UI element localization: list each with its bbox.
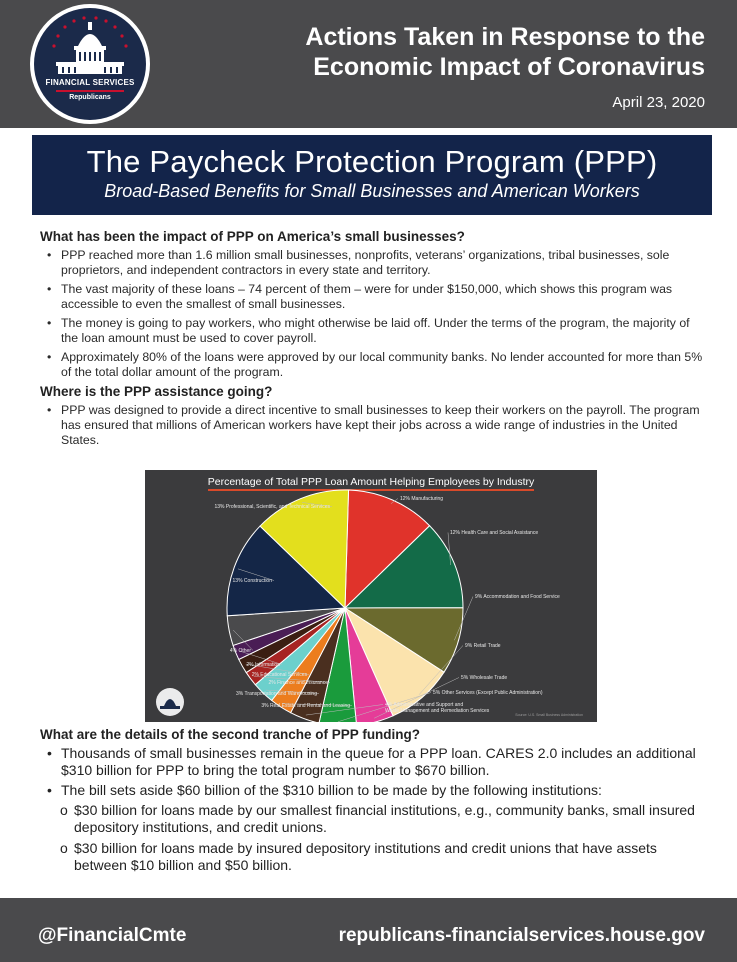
section1-question: What has been the impact of PPP on America’s small businesses? xyxy=(40,229,465,244)
chart-source-note: Source: U.S. Small Business Administration xyxy=(515,713,583,717)
section3 xyxy=(40,727,710,878)
main-content xyxy=(40,229,710,452)
pie-slice-label: 12% Manufacturing xyxy=(400,496,444,502)
pie-chart-svg xyxy=(145,470,597,722)
list-item: o $30 billion for loans made by our smallest financial institutions, e.g., community banks, small insured depository institutions, and credit unions. xyxy=(40,802,710,836)
pie-slice-label: 2% Finance and Insurance xyxy=(268,680,328,686)
section2-bullet-list xyxy=(40,403,710,448)
header xyxy=(0,0,737,128)
footer xyxy=(0,898,737,962)
pie-slice-label: 9% Accommodation and Food Service xyxy=(475,594,560,600)
pie-slice-label: 4% Other xyxy=(229,648,251,654)
pie-slice-label: 9% Retail Trade xyxy=(465,643,501,649)
page-title xyxy=(235,22,705,82)
pie-slice-label: 13% Construction xyxy=(232,578,272,584)
list-item: • PPP reached more than 1.6 million small businesses, nonprofits, veterans’ organizations, tribal businesses, sole proprietors, and independent contractors in every state and territory. xyxy=(40,248,710,278)
banner-subtitle: Broad-Based Benefits for Small Businesses and American Workers xyxy=(104,181,640,201)
section3-subbullet-list xyxy=(40,802,710,874)
pie-slice-label: 13% Professional, Scientific, and Technical Services xyxy=(214,504,330,510)
pie-slice-label: 4% Administrative and Support and Waste Management and Remediation Services xyxy=(385,702,490,714)
pie-slice-label: 5% Other Services (Except Public Administration) xyxy=(433,690,543,696)
twitter-handle-link[interactable]: @FinancialCmte xyxy=(38,925,187,946)
logo-text-financial-services: FINANCIAL SERVICES xyxy=(45,78,135,87)
section3-question: What are the details of the second tranche of PPP funding? xyxy=(40,727,421,742)
website-link[interactable]: republicans-financialservices.house.gov xyxy=(338,925,705,946)
pie-slice-label: 5% Wholesale Trade xyxy=(461,675,508,681)
financial-services-logo xyxy=(30,4,150,124)
list-item: • The money is going to pay workers, who might otherwise be laid off. Under the terms of the program, the majority of the loan amount must be used to cover payroll. xyxy=(40,316,710,346)
page-title-line1: Actions Taken in Response to the xyxy=(305,23,705,51)
program-banner xyxy=(32,135,712,215)
pie-slice-label: 2% Educational Services xyxy=(251,672,307,678)
list-item: • Thousands of small businesses remain in the queue for a PPP loan. CARES 2.0 includes an additional $310 billion for PPP to bring the total program number to $670 billion. xyxy=(40,745,710,779)
pie-slice-label: 2% Information xyxy=(246,662,280,668)
capitol-dome-icon xyxy=(34,8,146,120)
list-item: • The vast majority of these loans – 74 percent of them – were for under $150,000, which shows this program was accessible to even the smallest of small businesses. xyxy=(40,282,710,312)
publication-date: April 23, 2020 xyxy=(612,94,705,111)
chart-logo xyxy=(156,688,184,716)
chart-title: Percentage of Total PPP Loan Amount Helping Employees by Industry xyxy=(208,476,534,491)
section1-bullet-list xyxy=(40,248,710,380)
list-item: • Approximately 80% of the loans were approved by our local community banks. No lender accounted for more than 5% of the total dollar amount of the program. xyxy=(40,350,710,380)
list-item: • The bill sets aside $60 billion of the $310 billion to be made by the following institutions: xyxy=(40,782,710,799)
banner-title: The Paycheck Protection Program (PPP) xyxy=(86,144,658,179)
pie-slice-label: 3% Transportation and Warehousing xyxy=(236,691,317,697)
industry-pie-chart xyxy=(145,470,597,722)
page-title-line2: Economic Impact of Coronavirus xyxy=(313,53,705,81)
list-item: • PPP was designed to provide a direct incentive to small businesses to keep their workers on the payroll. The program has ensured that millions of American workers have kept their jobs across a wide range of industries in the United States. xyxy=(40,403,710,448)
section3-bullet-list xyxy=(40,745,710,799)
pie-slice-label: 12% Health Care and Social Assistance xyxy=(450,530,539,536)
pie-slice-label: 3% Real Estate and Rental and Leasing xyxy=(261,703,350,709)
logo-text-republicans: Republicans xyxy=(69,94,111,101)
logo-divider xyxy=(56,90,124,92)
list-item: o $30 billion for loans made by insured depository institutions and credit unions that have assets between $10 billion and $50 billion. xyxy=(40,840,710,874)
section2-question: Where is the PPP assistance going? xyxy=(40,384,273,399)
